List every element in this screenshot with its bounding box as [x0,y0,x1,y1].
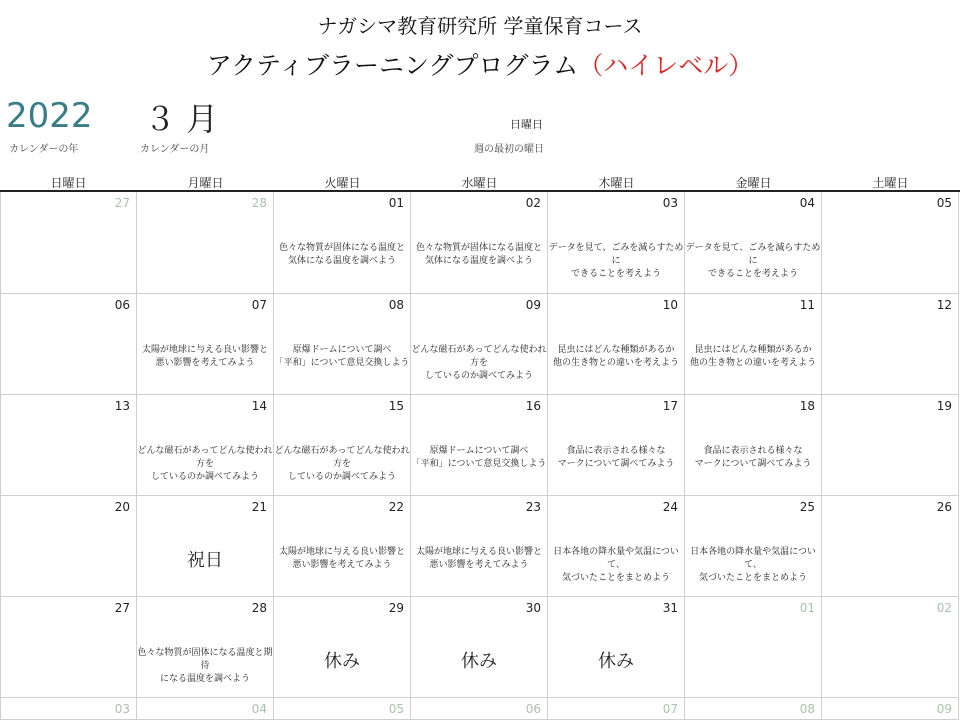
day-number: 13 [114,399,130,413]
day-number: 03 [662,196,678,210]
course-title-main: アクティブラーニングプログラム [206,51,579,80]
day-cell[interactable] [274,294,411,395]
day-cell[interactable] [274,496,411,597]
day-cell[interactable] [0,496,137,597]
day-cell[interactable] [274,698,411,720]
activity-note: 太陽が地球に与える良い影響と 悪い影響を考えてみよう [278,547,405,570]
day-cell[interactable] [548,192,685,294]
day-cell[interactable] [685,192,822,294]
first-day-value[interactable]: 日曜日 [510,118,543,131]
day-status-label: 休み [324,651,360,672]
day-cell[interactable] [274,597,411,698]
day-cell[interactable] [822,192,959,294]
day-cell[interactable] [411,395,548,496]
day-number: 04 [251,702,267,716]
day-number: 28 [251,196,267,210]
course-level-label: （ハイレベル） [578,51,754,80]
day-number: 02 [525,196,541,210]
day-cell[interactable] [411,698,548,720]
activity-note: 原爆ドームについて調べ 「平和」について意見交換しよう [411,446,547,469]
day-number: 23 [525,500,541,514]
activity-note: どんな磁石があってどんな使われ方を しているのか調べてみよう [274,446,410,482]
day-cell[interactable] [411,496,548,597]
weekday-header: 土曜日 [872,176,909,190]
day-cell[interactable] [822,496,959,597]
activity-note: 食品に表示される様々な マークについて調べてみよう [694,446,812,469]
day-number: 09 [525,298,541,312]
activity-note: どんな磁石があってどんな使われ方を しているのか調べてみよう [137,446,273,482]
day-status-label: 休み [598,651,634,672]
day-number: 04 [799,196,815,210]
day-number: 20 [114,500,130,514]
day-cell[interactable] [137,698,274,720]
day-number: 06 [525,702,541,716]
year-caption: カレンダーの年 [9,144,79,155]
day-cell[interactable] [0,597,137,698]
day-cell[interactable] [548,597,685,698]
day-status-label: 休み [461,651,497,672]
day-number: 25 [799,500,815,514]
day-number: 05 [936,196,952,210]
day-cell[interactable] [274,395,411,496]
activity-note: 原爆ドームについて調べ 「平和」について意見交換しよう [274,345,410,368]
day-number: 29 [388,601,404,615]
course-title [0,46,960,82]
weekday-header: 金曜日 [735,176,772,190]
day-cell[interactable] [822,294,959,395]
day-cell[interactable] [0,294,137,395]
day-cell[interactable] [548,496,685,597]
day-number: 07 [251,298,267,312]
day-cell[interactable] [548,698,685,720]
day-cell[interactable] [137,395,274,496]
day-cell[interactable] [411,597,548,698]
day-number: 27 [114,601,130,615]
activity-note: 色々な物質が固体になる温度と期待 になる温度を調べよう [137,648,273,684]
month-value[interactable]: ３ 月 [144,100,219,138]
day-cell[interactable] [274,192,411,294]
day-number: 19 [936,399,952,413]
day-number: 21 [251,500,267,514]
weekday-header: 火曜日 [324,176,361,190]
school-title: ナガシマ教育研究所 学童保育コース [317,14,643,38]
day-cell[interactable] [137,294,274,395]
day-cell[interactable] [0,192,137,294]
day-number: 18 [799,399,815,413]
day-number: 05 [388,702,404,716]
activity-note: 食品に表示される様々な マークについて調べてみよう [557,446,675,469]
day-number: 26 [936,500,952,514]
activity-note: 色々な物質が固体になる温度と 気体になる温度を調べよう [278,243,405,266]
day-number: 12 [936,298,952,312]
day-number: 31 [662,601,678,615]
activity-note: データを見て、ごみを減らすために できることを考えよう [548,243,684,279]
day-cell[interactable] [822,698,959,720]
day-number: 06 [114,298,130,312]
day-cell[interactable] [822,395,959,496]
activity-note: 太陽が地球に与える良い影響と 悪い影響を考えてみよう [415,547,542,570]
day-number: 10 [662,298,678,312]
day-number: 30 [525,601,541,615]
day-number: 16 [525,399,541,413]
day-cell[interactable] [685,698,822,720]
day-cell[interactable] [137,192,274,294]
day-cell[interactable] [685,395,822,496]
day-cell[interactable] [411,294,548,395]
weekday-header: 木曜日 [598,176,635,190]
day-number: 17 [662,399,678,413]
day-cell[interactable] [137,597,274,698]
day-cell[interactable] [685,597,822,698]
weekday-header: 月曜日 [187,176,224,190]
month-caption: カレンダーの月 [140,144,210,155]
day-status-label: 祝日 [187,550,223,571]
activity-note: どんな磁石があってどんな使われ方を しているのか調べてみよう [411,345,547,381]
day-number: 09 [936,702,952,716]
day-number: 22 [388,500,404,514]
day-number: 27 [114,196,130,210]
day-number: 11 [799,298,815,312]
weekday-header: 水曜日 [461,176,498,190]
day-number: 08 [799,702,815,716]
day-cell[interactable] [0,395,137,496]
year-value[interactable]: 2022 [6,96,93,136]
activity-note: 昆虫にはどんな種類があるか 他の生き物との違いを考えよう [689,345,816,368]
day-cell[interactable] [685,496,822,597]
activity-note: 昆虫にはどんな種類があるか 他の生き物との違いを考えよう [552,345,679,368]
day-number: 08 [388,298,404,312]
day-cell[interactable] [548,294,685,395]
day-number: 28 [251,601,267,615]
first-day-caption: 週の最初の曜日 [474,144,544,155]
day-cell[interactable] [548,395,685,496]
day-cell[interactable] [822,597,959,698]
day-number: 01 [799,601,815,615]
activity-note: 色々な物質が固体になる温度と 気体になる温度を調べよう [415,243,542,266]
day-cell[interactable] [685,294,822,395]
day-number: 01 [388,196,404,210]
activity-note: 日本各地の降水量や気温について、 気づいたことをまとめよう [553,547,679,583]
day-number: 02 [936,601,952,615]
day-number: 24 [662,500,678,514]
day-number: 14 [251,399,267,413]
day-number: 07 [662,702,678,716]
activity-note: データを見て、ごみを減らすために できることを考えよう [685,243,821,279]
day-cell[interactable] [411,192,548,294]
activity-note: 日本各地の降水量や気温について、 気づいたことをまとめよう [690,547,816,583]
day-cell[interactable] [0,698,137,720]
day-cell[interactable] [137,496,274,597]
day-number: 03 [114,702,130,716]
activity-note: 太陽が地球に与える良い影響と 悪い影響を考えてみよう [141,345,268,368]
weekday-header: 日曜日 [50,176,87,190]
day-number: 15 [388,399,404,413]
